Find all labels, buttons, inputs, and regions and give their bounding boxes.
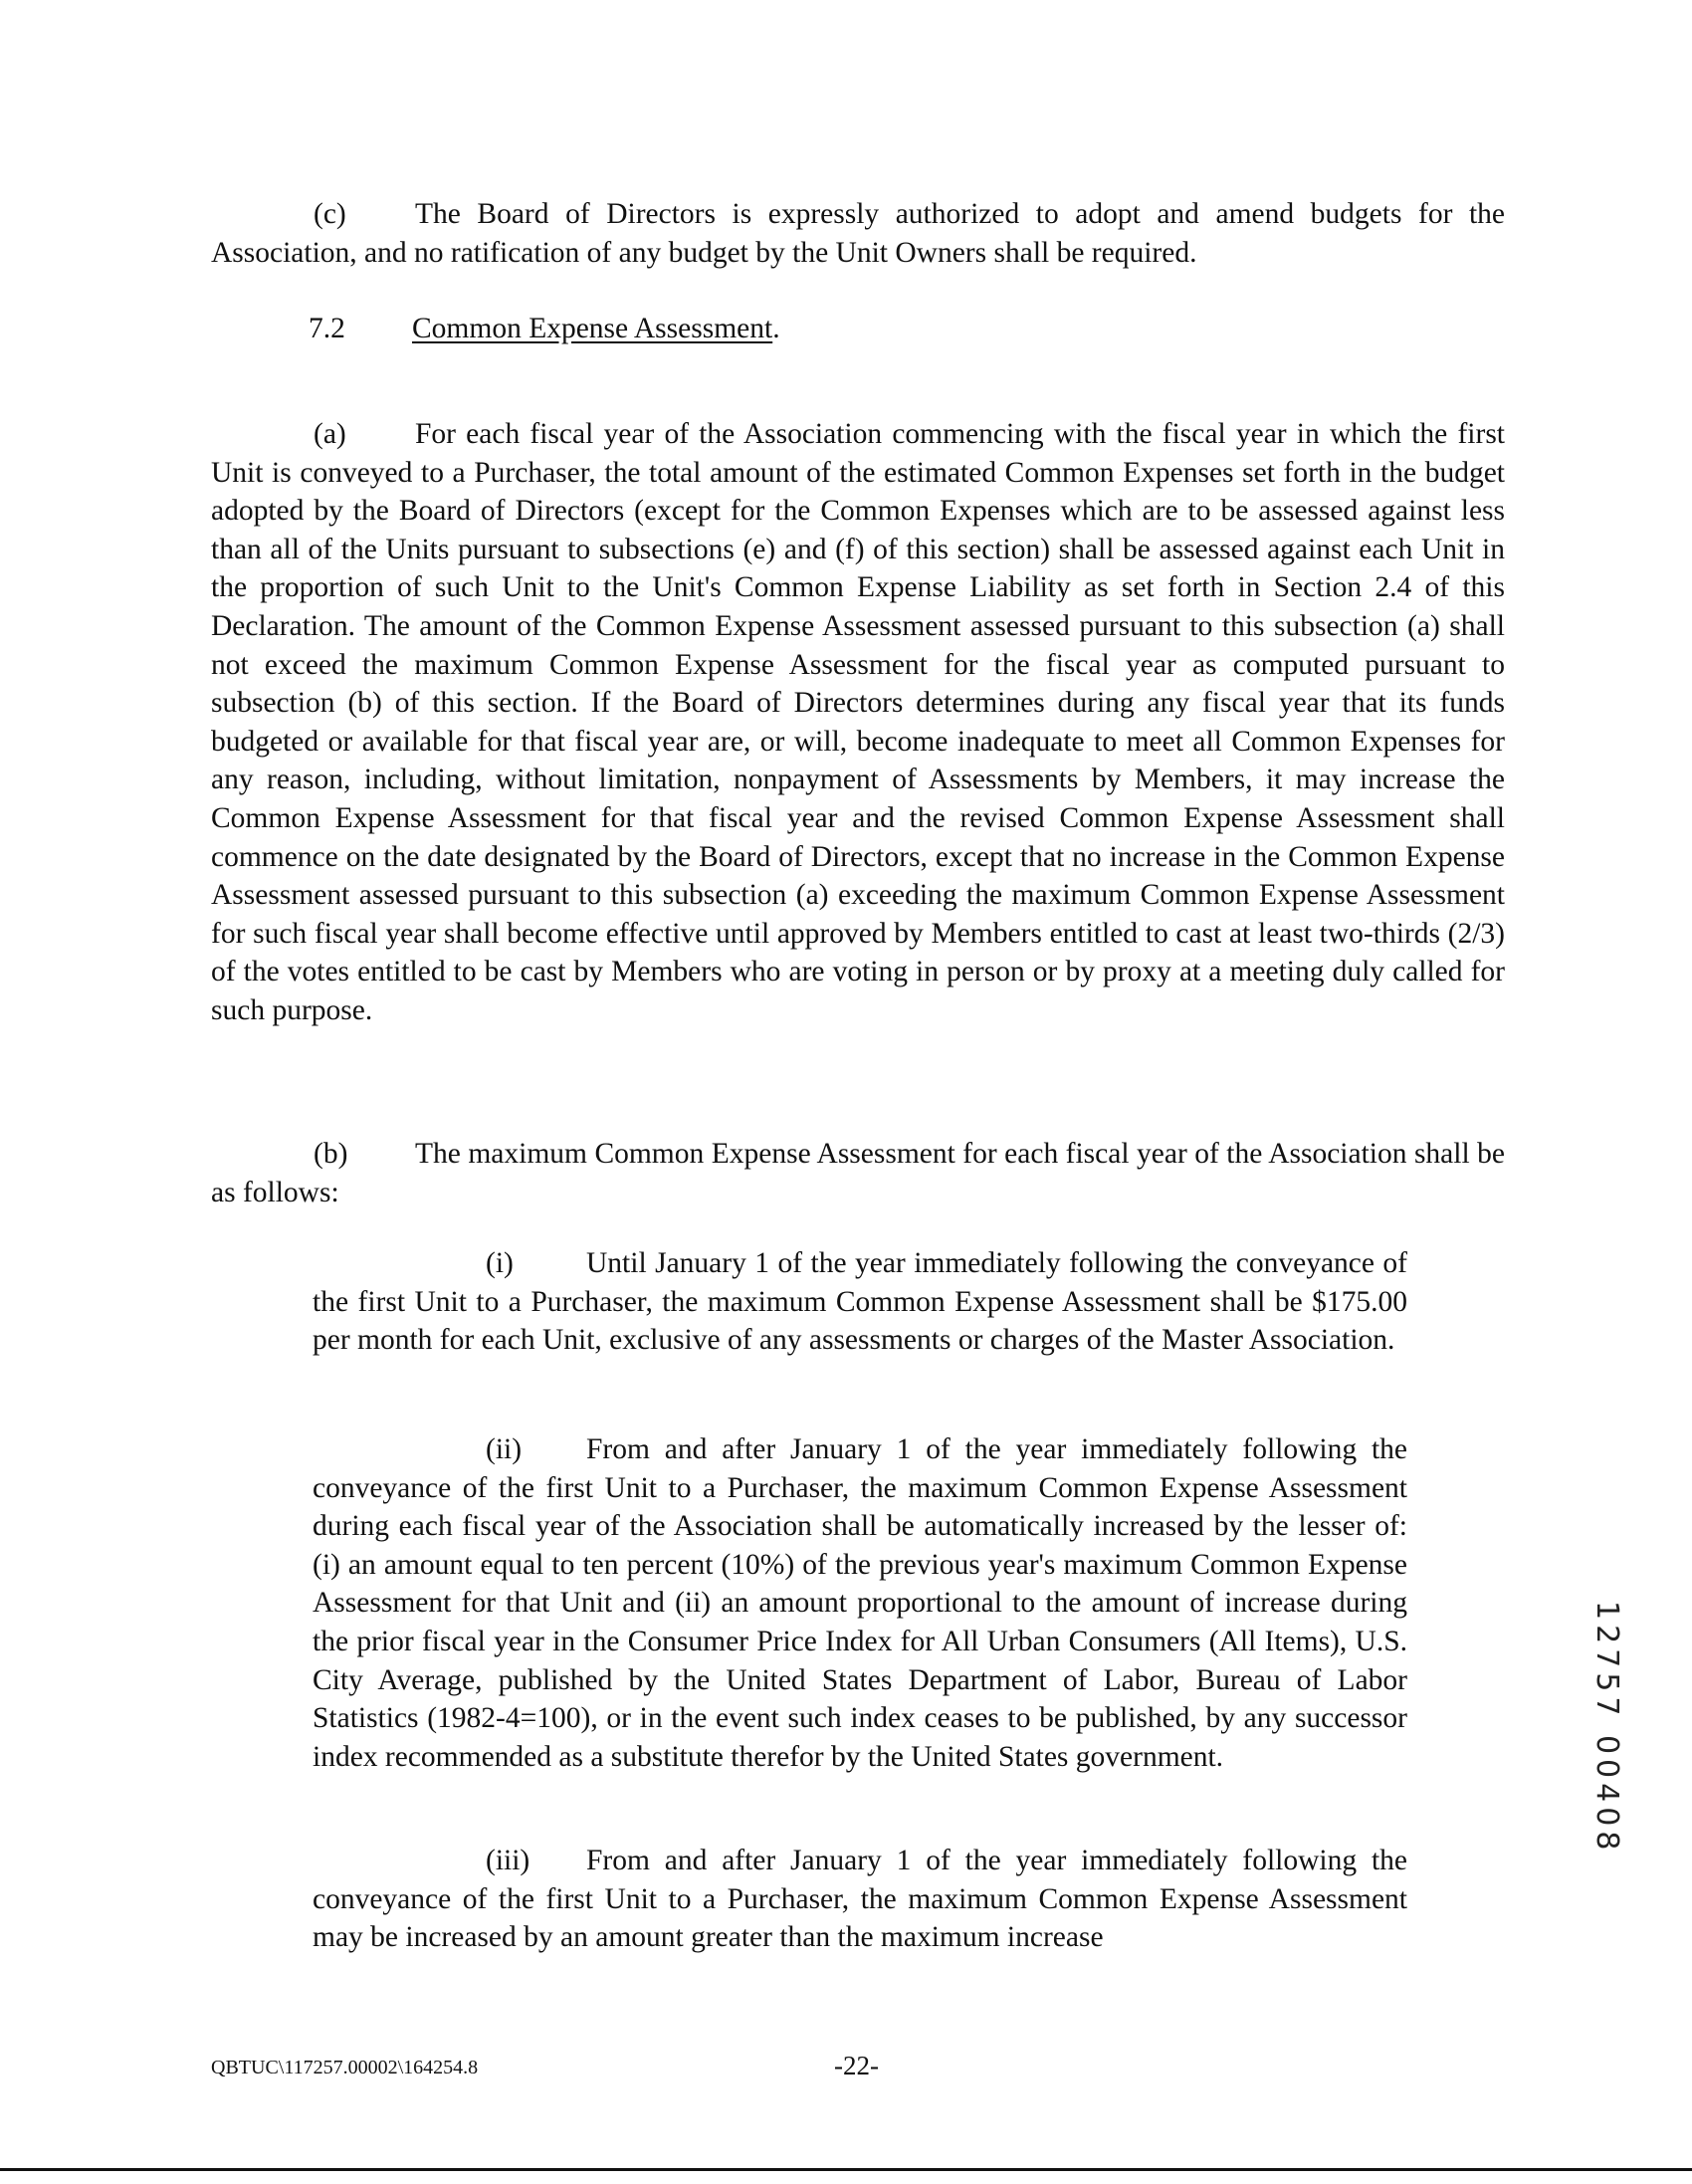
paragraph-a-text: For each fiscal year of the Association commencing with the fiscal year in which the first Unit is conveyed to a Purchaser, the total amount of the estimated Common Expenses set forth in the budget adopted by the Board of Directors (except for the Common Expenses which are to be assessed against less than all of the Units pursuant to subsections (e) and (f) of this section) shall be assessed against each Unit in the proportion of such Unit to the Unit's Common Expense Liability as set forth in Section 2.4 of this Declaration. The amount of the Common Expense Assessment assessed pursuant to this subsection (a) shall not exceed the maximum Common Expense Assessment for the fiscal year as computed pursuant to subsection (b) of this section. If the Board of Directors determines during any fiscal year that its funds budgeted or available for that fiscal year are, or will, become inadequate to meet all Common Expenses for any reason, including, without limitation, nonpayment of Assessments by Members, it may increase the Common Expense Assessment for that fiscal year and the revised Common Expense Assessment shall commence on the date designated by the Board of Directors, except that no increase in the Common Expense Assessment assessed pursuant to this subsection (a) exceeding the maximum Common Expense Assessment for such fiscal year shall become effective until approved by Members entitled to cast at least two-thirds (2/3) of the votes entitled to be cast by Members who are voting in person or by proxy at a meeting duly called for such purpose. bbox=[211, 418, 1505, 1026]
subparagraph-iii-text: From and after January 1 of the year immediately following the conveyance of the first Unit to a Purchaser, the maximum Common Expense Assessment may be increased by an amount greater than the maximum increase bbox=[313, 1845, 1407, 1954]
paragraph-c bbox=[211, 195, 1505, 272]
subparagraph-i-marker: (i) bbox=[486, 1247, 514, 1279]
recording-stamp-text: 12757 00408 bbox=[1589, 1601, 1624, 1856]
paragraph-b bbox=[211, 1135, 1505, 1211]
footer-page-number: -22- bbox=[834, 2051, 879, 2080]
paragraph-a-marker: (a) bbox=[314, 418, 346, 450]
paragraph-c-text: The Board of Directors is expressly authorized to adopt and amend budgets for the Association, and no ratification of any budget by the Unit Owners shall be required. bbox=[211, 198, 1505, 269]
section-number: 7.2 bbox=[309, 313, 345, 344]
paragraph-a bbox=[211, 415, 1505, 1030]
paragraph-b-marker: (b) bbox=[314, 1138, 348, 1170]
subparagraph-ii bbox=[313, 1430, 1407, 1776]
subparagraph-i-text: Until January 1 of the year immediately following the conveyance of the first Unit to a Purchaser, the maximum Common Expense Assessment shall be $175.00 per month for each Unit, exclusive of any assessments or charges of the Master Association. bbox=[313, 1247, 1407, 1357]
bottom-scan-edge bbox=[0, 2168, 1692, 2171]
section-title-suffix: . bbox=[772, 313, 780, 344]
section-heading bbox=[309, 310, 780, 348]
footer-document-id: QBTUC\117257.00002\164254.8 bbox=[211, 2057, 479, 2078]
section-title: Common Expense Assessment bbox=[412, 313, 773, 344]
paragraph-b-text: The maximum Common Expense Assessment for each fiscal year of the Association shall be as follows: bbox=[211, 1138, 1505, 1208]
subparagraph-ii-marker: (ii) bbox=[486, 1433, 523, 1465]
recording-stamp bbox=[1589, 1601, 1628, 1879]
subparagraph-ii-text: From and after January 1 of the year immediately following the conveyance of the first Unit to a Purchaser, the maximum Common Expense Assessment during each fiscal year of the Association shall be automatically increased by the lesser of: (i) an amount equal to ten percent (10%) of the previous year's maximum Common Expense Assessment for that Unit and (ii) an amount proportional to the amount of increase during the prior fiscal year in the Consumer Price Index for All Urban Consumers (All Items), U.S. City Average, published by the United States Department of Labor, Bureau of Labor Statistics (1982-4=100), or in the event such index ceases to be published, by any successor index recommended as a substitute therefor by the United States government. bbox=[313, 1433, 1407, 1773]
subparagraph-i bbox=[313, 1244, 1407, 1360]
paragraph-c-marker: (c) bbox=[314, 198, 346, 230]
subparagraph-iii-marker: (iii) bbox=[486, 1845, 530, 1876]
subparagraph-iii bbox=[313, 1842, 1407, 1957]
